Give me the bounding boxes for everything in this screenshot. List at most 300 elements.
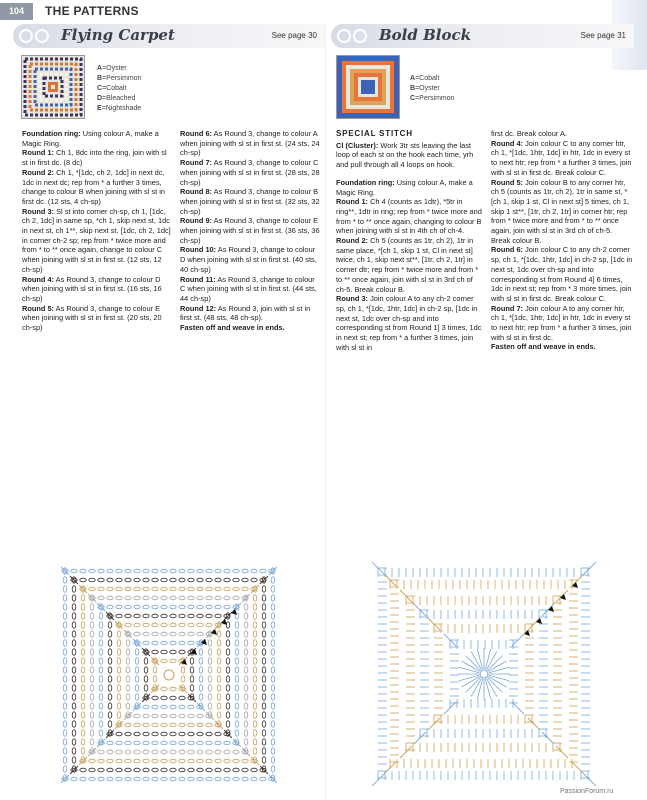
chain-stitch-mark <box>226 658 230 664</box>
chain-stitch-mark <box>170 759 176 763</box>
chain-stitch-mark <box>188 605 194 609</box>
chain-stitch-mark <box>242 569 248 573</box>
chain-stitch-mark <box>179 777 185 781</box>
chain-stitch-mark <box>125 741 131 745</box>
chain-stitch-mark <box>271 739 275 745</box>
chain-stitch-mark <box>262 631 266 637</box>
chain-stitch-mark <box>208 649 212 655</box>
chain-stitch-mark <box>90 676 94 682</box>
chain-stitch-mark <box>217 631 221 637</box>
see-page-reference: See page 31 <box>580 31 626 40</box>
chain-stitch-mark <box>226 703 230 709</box>
chain-stitch-mark <box>224 759 230 763</box>
chain-stitch-mark <box>152 768 158 772</box>
chain-stitch-mark <box>188 768 194 772</box>
chain-stitch-mark <box>190 658 194 664</box>
flying-carpet-instructions-column-1 <box>22 129 172 333</box>
chain-stitch-mark <box>215 732 221 736</box>
instruction: Foundation ring: Using colour A, make a Magic Ring. <box>336 177 473 197</box>
chain-stitch-mark <box>134 605 140 609</box>
chain-stitch-mark <box>72 658 76 664</box>
chain-stitch-mark <box>206 759 212 763</box>
chain-stitch-mark <box>144 667 148 673</box>
chain-stitch-mark <box>253 649 257 655</box>
chain-stitch-mark <box>217 712 221 718</box>
chain-stitch-mark <box>107 596 113 600</box>
chain-stitch-mark <box>125 750 131 754</box>
chain-stitch-mark <box>90 658 94 664</box>
see-page-reference: See page 30 <box>271 31 317 40</box>
instruction: Round 5: Join colour B to any corner htr, ch 5 (counts as 1tr, ch 2), 1tr in same st, *[ch 1, skip 1 st, Cl in next st] 5 times, ch 1, skip 1 st**, [1tr, ch 2, 1tr] in corner htr; rep from * twice more and from * to ** once again, join with sl st in 3rd ch of ch-5. Break colour B. <box>491 177 630 245</box>
chain-stitch-mark <box>208 694 212 700</box>
corner-stitch-mark <box>197 703 205 711</box>
chain-stitch-mark <box>244 649 248 655</box>
chain-stitch-mark <box>143 614 149 618</box>
chain-stitch-mark <box>72 703 76 709</box>
instruction: Round 1: Ch 1, 8dc into the ring, join with sl st in first dc. (8 dc) <box>22 148 167 168</box>
chain-stitch-mark <box>63 721 67 727</box>
chain-stitch-mark <box>206 723 212 727</box>
chain-stitch-mark <box>215 605 221 609</box>
chain-stitch-mark <box>244 604 248 610</box>
chain-stitch-mark <box>226 631 230 637</box>
legend-row: A=Oyster <box>97 65 127 72</box>
chain-stitch-mark <box>233 750 239 754</box>
chain-stitch-mark <box>125 759 131 763</box>
chain-stitch-mark <box>81 640 85 646</box>
chain-stitch-mark <box>226 685 230 691</box>
chain-stitch-mark <box>117 694 121 700</box>
chain-stitch-mark <box>99 649 103 655</box>
chain-stitch-mark <box>116 596 122 600</box>
chain-stitch-mark <box>181 676 185 682</box>
chain-stitch-mark <box>152 605 158 609</box>
chain-stitch-mark <box>116 768 122 772</box>
chain-stitch-mark <box>80 768 86 772</box>
chain-stitch-mark <box>217 703 221 709</box>
chain-stitch-mark <box>244 730 248 736</box>
chain-stitch-mark <box>188 641 194 645</box>
corner-stitch-mark <box>269 567 277 575</box>
difficulty-dot-icon <box>353 29 367 43</box>
chain-stitch-mark <box>81 604 85 610</box>
chain-stitch-mark <box>108 658 112 664</box>
chain-stitch-mark <box>170 723 176 727</box>
chain-stitch-mark <box>179 632 185 636</box>
chain-stitch-mark <box>215 587 221 591</box>
chain-stitch-mark <box>81 703 85 709</box>
chain-stitch-mark <box>170 750 176 754</box>
chain-stitch-mark <box>135 649 139 655</box>
chain-stitch-mark <box>81 676 85 682</box>
chain-stitch-mark <box>117 649 121 655</box>
chain-stitch-mark <box>215 614 221 618</box>
corner-stitch-mark <box>224 730 232 738</box>
flying-carpet-swatch-image <box>21 55 85 119</box>
chain-stitch-mark <box>262 595 266 601</box>
chain-stitch-mark <box>89 768 95 772</box>
centre-stitch-mark <box>488 677 506 688</box>
chain-stitch-mark <box>179 714 185 718</box>
chain-stitch-mark <box>235 694 239 700</box>
chain-stitch-mark <box>125 605 131 609</box>
chain-stitch-mark <box>90 739 94 745</box>
bold-block-colour-legend <box>410 74 455 104</box>
chain-stitch-mark <box>206 569 212 573</box>
chain-stitch-mark <box>161 768 167 772</box>
chain-stitch-mark <box>215 578 221 582</box>
chain-stitch-mark <box>63 631 67 637</box>
chain-stitch-mark <box>125 569 131 573</box>
chain-stitch-mark <box>63 667 67 673</box>
chain-stitch-mark <box>108 694 112 700</box>
chain-stitch-mark <box>170 614 176 618</box>
chain-stitch-mark <box>63 694 67 700</box>
chain-stitch-mark <box>161 614 167 618</box>
chain-stitch-mark <box>72 586 76 592</box>
chain-stitch-mark <box>217 694 221 700</box>
chain-stitch-mark <box>99 658 103 664</box>
chain-stitch-mark <box>242 759 248 763</box>
chain-stitch-mark <box>188 623 194 627</box>
chain-stitch-mark <box>217 667 221 673</box>
chain-stitch-mark <box>143 705 149 709</box>
chain-stitch-mark <box>99 622 103 628</box>
chain-stitch-mark <box>135 694 139 700</box>
chain-stitch-mark <box>206 596 212 600</box>
chain-stitch-mark <box>188 741 194 745</box>
chain-stitch-mark <box>134 750 140 754</box>
chain-stitch-mark <box>63 595 67 601</box>
chain-stitch-mark <box>108 667 112 673</box>
chain-stitch-mark <box>71 777 77 781</box>
chain-stitch-mark <box>81 685 85 691</box>
chain-stitch-mark <box>143 750 149 754</box>
chain-stitch-mark <box>170 632 176 636</box>
chain-stitch-mark <box>235 676 239 682</box>
chain-stitch-mark <box>116 587 122 591</box>
page-header <box>0 0 647 22</box>
chain-stitch-mark <box>262 712 266 718</box>
chain-stitch-mark <box>152 623 158 627</box>
chain-stitch-mark <box>244 631 248 637</box>
chain-stitch-mark <box>206 587 212 591</box>
instruction: Fasten off and weave in ends. <box>180 323 285 333</box>
chain-stitch-mark <box>90 613 94 619</box>
special-stitch-definition: Cl (Cluster): Work 3tr sts leaving the last loop of each st on the hook each time, yrh and pull through all 4 loops on hook. <box>336 140 474 170</box>
chain-stitch-mark <box>80 578 86 582</box>
centre-stitch-mark <box>488 656 503 671</box>
chain-stitch-mark <box>89 587 95 591</box>
chain-stitch-mark <box>161 596 167 600</box>
pattern-title: Bold Block <box>379 26 471 44</box>
chain-stitch-mark <box>152 641 158 645</box>
chain-stitch-mark <box>99 712 103 718</box>
chain-stitch-mark <box>143 587 149 591</box>
legend-row: E=Nightshade <box>97 105 142 112</box>
legend-row: D=Bleached <box>97 95 136 102</box>
chain-stitch-mark <box>233 768 239 772</box>
bold-block-chart-svg <box>372 562 598 786</box>
chain-stitch-mark <box>206 777 212 781</box>
chain-stitch-mark <box>208 676 212 682</box>
chain-stitch-mark <box>126 685 130 691</box>
chain-stitch-mark <box>215 741 221 745</box>
special-stitch-heading: SPECIAL STITCH <box>336 129 413 138</box>
instruction: Round 8: As Round 3, change to colour B when joining with sl st in first st. (32 sts, 32 ch-sp) <box>180 187 320 216</box>
legend-row: B=Persimmon <box>97 75 142 82</box>
chain-stitch-mark <box>108 622 112 628</box>
centre-stitch-mark <box>459 675 479 680</box>
chain-stitch-mark <box>134 578 140 582</box>
chain-stitch-mark <box>244 712 248 718</box>
chain-stitch-mark <box>217 685 221 691</box>
chain-stitch-mark <box>253 613 257 619</box>
bold-block-title-bar <box>331 24 634 48</box>
instruction: Foundation ring: Using colour A, make a Magic Ring. <box>22 129 159 148</box>
chain-stitch-mark <box>179 741 185 745</box>
chain-stitch-mark <box>152 705 158 709</box>
chain-stitch-mark <box>81 748 85 754</box>
chain-stitch-mark <box>235 658 239 664</box>
chain-stitch-mark <box>188 732 194 736</box>
instruction: Round 10: As Round 3, change to colour D when joining with sl st in first st. (40 sts, 40 ch-sp) <box>180 245 317 274</box>
chain-stitch-mark <box>126 649 130 655</box>
chain-stitch-mark <box>152 696 158 700</box>
chain-stitch-mark <box>72 613 76 619</box>
chain-stitch-mark <box>226 649 230 655</box>
chain-stitch-mark <box>63 676 67 682</box>
centre-stitch-mark <box>485 679 490 699</box>
chain-stitch-mark <box>208 667 212 673</box>
chain-stitch-mark <box>143 768 149 772</box>
chain-stitch-mark <box>170 569 176 573</box>
chain-stitch-mark <box>253 721 257 727</box>
chain-stitch-mark <box>179 605 185 609</box>
chain-stitch-mark <box>260 569 266 573</box>
chain-stitch-mark <box>81 658 85 664</box>
chain-stitch-mark <box>244 739 248 745</box>
chain-stitch-mark <box>224 777 230 781</box>
chain-stitch-mark <box>152 723 158 727</box>
chain-stitch-mark <box>262 694 266 700</box>
chain-stitch-mark <box>108 649 112 655</box>
chain-stitch-mark <box>98 596 104 600</box>
chain-stitch-mark <box>170 659 176 663</box>
chain-stitch-mark <box>253 631 257 637</box>
chain-stitch-mark <box>188 614 194 618</box>
chain-stitch-mark <box>99 676 103 682</box>
corner-stitch-mark <box>215 721 223 729</box>
chain-stitch-mark <box>134 623 140 627</box>
chain-stitch-mark <box>244 676 248 682</box>
pattern-title: Flying Carpet <box>61 26 175 44</box>
instruction: Round 6: Join colour C to any ch-2 corner sp, ch 1, *[1dc, 1htr, 1dc] in ch-2 sp, [1dc in next st, 1dc over ch-sp and into corresponding st from Round 4] 6 times, 1dc in next st; rep from * 3 more times, join with sl st in first dc. Break colour C. <box>491 245 633 303</box>
chain-stitch-mark <box>125 777 131 781</box>
chain-stitch-mark <box>271 649 275 655</box>
chain-stitch-mark <box>90 649 94 655</box>
chain-stitch-mark <box>161 587 167 591</box>
chain-stitch-mark <box>262 658 266 664</box>
chain-stitch-mark <box>215 596 221 600</box>
chain-stitch-mark <box>179 596 185 600</box>
chain-stitch-mark <box>98 750 104 754</box>
chain-stitch-mark <box>63 577 67 583</box>
chain-stitch-mark <box>262 586 266 592</box>
chain-stitch-mark <box>170 587 176 591</box>
chain-stitch-mark <box>190 667 194 673</box>
chain-stitch-mark <box>98 569 104 573</box>
chain-stitch-mark <box>244 685 248 691</box>
chain-stitch-mark <box>197 614 203 618</box>
difficulty-dot-icon <box>35 29 49 43</box>
legend-row: C=Persimmon <box>410 95 455 102</box>
bold-block-instructions-column-1 <box>336 129 483 352</box>
chain-stitch-mark <box>170 705 176 709</box>
bold-block-crochet-chart <box>372 562 598 791</box>
corner-stitch-mark <box>260 766 268 774</box>
chain-stitch-mark <box>271 613 275 619</box>
centre-stitch-mark <box>471 651 482 669</box>
chain-stitch-mark <box>224 750 230 754</box>
chain-stitch-mark <box>63 685 67 691</box>
chain-stitch-mark <box>152 587 158 591</box>
chain-stitch-mark <box>72 640 76 646</box>
corner-stitch-mark <box>556 746 568 758</box>
chain-stitch-mark <box>179 705 185 709</box>
chain-stitch-mark <box>72 604 76 610</box>
chain-stitch-mark <box>63 658 67 664</box>
chain-stitch-mark <box>72 748 76 754</box>
chain-stitch-mark <box>90 622 94 628</box>
chain-stitch-mark <box>224 768 230 772</box>
chain-stitch-mark <box>179 587 185 591</box>
chain-stitch-mark <box>271 658 275 664</box>
instruction: Round 3: Sl st into corner ch-sp, ch 1, [1dc, ch 2, 1dc] in same sp, *ch 1, skip next st, 1dc in next st, ch 1**, skip next st, [1dc, ch 2, 1dc] in corner ch-2 sp; rep from * twice more and from * to ** once again, change to colour C when joining with sl st in first st. (12 sts, 12 ch-sp) <box>22 206 171 274</box>
chain-stitch-mark <box>99 730 103 736</box>
chain-stitch-mark <box>152 632 158 636</box>
chain-stitch-mark <box>81 730 85 736</box>
chain-stitch-mark <box>161 741 167 745</box>
chain-stitch-mark <box>170 687 176 691</box>
chain-stitch-mark <box>117 676 121 682</box>
chain-stitch-mark <box>271 676 275 682</box>
chain-stitch-mark <box>271 622 275 628</box>
chain-stitch-mark <box>235 721 239 727</box>
chain-stitch-mark <box>244 640 248 646</box>
corner-stitch-mark <box>233 739 241 747</box>
chain-stitch-mark <box>126 667 130 673</box>
chain-stitch-mark <box>170 650 176 654</box>
chain-stitch-mark <box>262 730 266 736</box>
chain-stitch-mark <box>262 685 266 691</box>
chain-stitch-mark <box>90 640 94 646</box>
chain-stitch-mark <box>170 777 176 781</box>
column-divider <box>325 22 326 800</box>
chain-stitch-mark <box>197 632 203 636</box>
flying-carpet-colour-legend <box>97 64 142 114</box>
chain-stitch-mark <box>125 732 131 736</box>
chain-stitch-mark <box>206 750 212 754</box>
chain-stitch-mark <box>197 623 203 627</box>
chain-stitch-mark <box>262 748 266 754</box>
chain-stitch-mark <box>271 586 275 592</box>
chain-stitch-mark <box>170 696 176 700</box>
chain-stitch-mark <box>107 768 113 772</box>
chain-stitch-mark <box>170 732 176 736</box>
corner-stitch-mark <box>233 603 241 611</box>
chain-stitch-mark <box>181 667 185 673</box>
chain-stitch-mark <box>179 723 185 727</box>
corner-stitch-mark <box>542 732 554 744</box>
chain-stitch-mark <box>161 605 167 609</box>
chain-stitch-mark <box>251 578 257 582</box>
chain-stitch-mark <box>90 721 94 727</box>
chain-stitch-mark <box>143 732 149 736</box>
chain-stitch-mark <box>152 750 158 754</box>
chain-stitch-mark <box>108 721 112 727</box>
chain-stitch-mark <box>208 685 212 691</box>
chain-stitch-mark <box>226 694 230 700</box>
chain-stitch-mark <box>242 587 248 591</box>
chain-stitch-mark <box>116 578 122 582</box>
chain-stitch-mark <box>72 667 76 673</box>
instruction: Round 1: Ch 4 (counts as 1dtr), *5tr in ring**, 1dtr in ring; rep from * twice more and from * to ** once again, changing to colour B when joining with sl st in 4th ch of ch-4. <box>336 197 482 236</box>
chain-stitch-mark <box>188 705 194 709</box>
chain-stitch-mark <box>233 578 239 582</box>
centre-stitch-mark <box>477 649 482 669</box>
chain-stitch-mark <box>98 759 104 763</box>
chain-stitch-mark <box>99 631 103 637</box>
chain-stitch-mark <box>126 658 130 664</box>
chain-stitch-mark <box>206 605 212 609</box>
chain-stitch-mark <box>170 596 176 600</box>
chain-stitch-mark <box>206 614 212 618</box>
chain-stitch-mark <box>253 595 257 601</box>
chain-stitch-mark <box>161 759 167 763</box>
chain-stitch-mark <box>116 741 122 745</box>
chain-stitch-mark <box>116 750 122 754</box>
chain-stitch-mark <box>161 705 167 709</box>
chain-stitch-mark <box>161 623 167 627</box>
chain-stitch-mark <box>251 569 257 573</box>
chain-stitch-mark <box>90 685 94 691</box>
chain-stitch-mark <box>143 741 149 745</box>
chain-stitch-mark <box>244 658 248 664</box>
chain-stitch-mark <box>235 649 239 655</box>
section-title: THE PATTERNS <box>45 4 139 18</box>
chain-stitch-mark <box>199 658 203 664</box>
chain-stitch-mark <box>71 569 77 573</box>
chain-stitch-mark <box>190 685 194 691</box>
chain-stitch-mark <box>217 676 221 682</box>
instruction: Round 6: As Round 3, change to colour A when joining with sl st in first st. (24 sts, 24 ch-sp) <box>180 129 320 158</box>
chain-stitch-mark <box>197 777 203 781</box>
chain-stitch-mark <box>215 777 221 781</box>
chain-stitch-mark <box>108 676 112 682</box>
chain-stitch-mark <box>143 632 149 636</box>
chain-stitch-mark <box>197 750 203 754</box>
chain-stitch-mark <box>98 578 104 582</box>
chain-stitch-mark <box>224 596 230 600</box>
chain-stitch-mark <box>224 605 230 609</box>
centre-stitch-mark <box>461 677 479 688</box>
chain-stitch-mark <box>262 613 266 619</box>
instruction: Round 11: As Round 3, change to colour C when joining with sl st in first st. (44 sts, 44 ch-sp) <box>180 274 317 303</box>
chain-stitch-mark <box>143 596 149 600</box>
chain-stitch-mark <box>116 732 122 736</box>
chain-stitch-mark <box>125 723 131 727</box>
